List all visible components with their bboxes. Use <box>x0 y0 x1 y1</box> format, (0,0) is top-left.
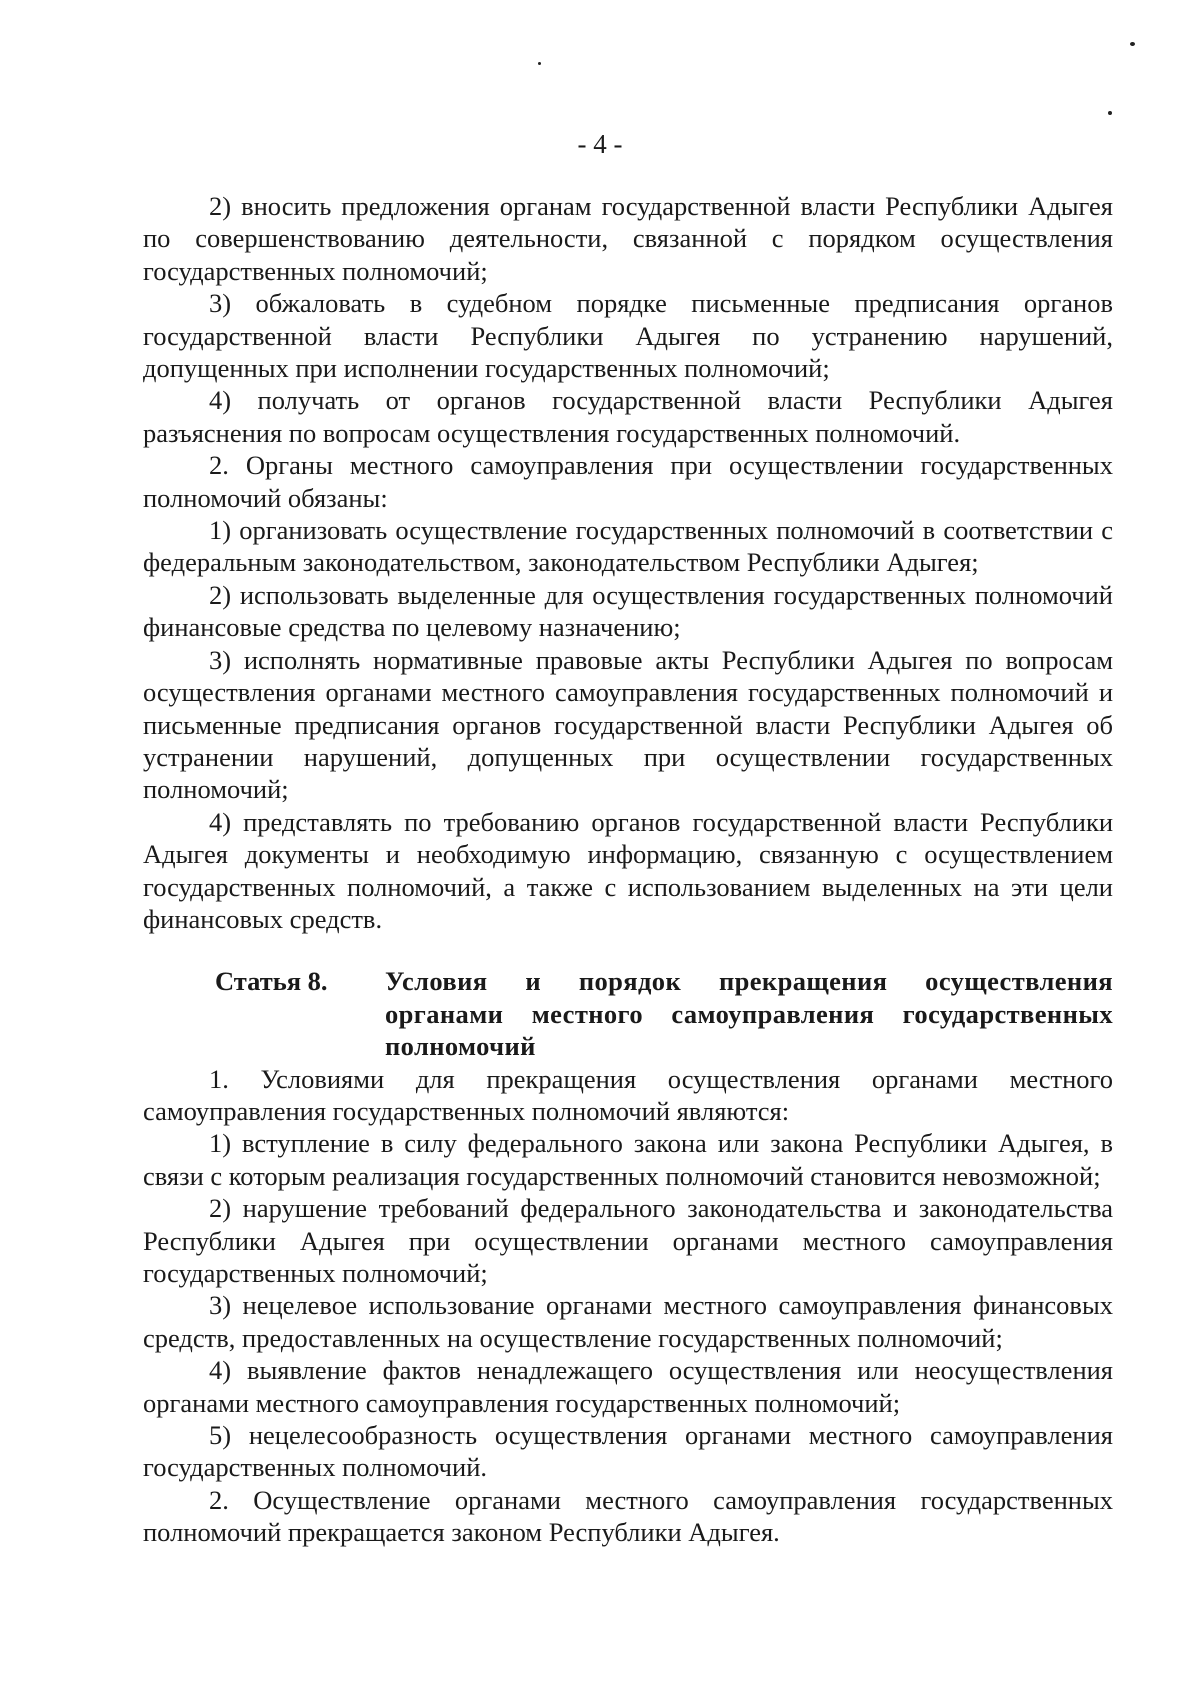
paragraph: 2. Органы местного самоуправления при осуществлении государственных полномочий обязаны: <box>143 450 1113 513</box>
scan-speck <box>538 62 541 65</box>
article-title: Условия и порядок прекращения осуществления органами местного самоуправления государственных полномочий <box>385 966 1113 1062</box>
page-number: - 4 - <box>577 129 623 159</box>
document-body <box>143 190 1113 1549</box>
paragraph: 3) нецелевое использование органами местного самоуправления финансовых средств, предоставленных на осуществление государственных полномочий; <box>143 1290 1113 1353</box>
paragraph: 2) нарушение требований федерального законодательства и законодательства Республики Адыгея при осуществлении органами местного самоуправления государственных полномочий; <box>143 1193 1113 1288</box>
paragraph: 1. Условиями для прекращения осуществления органами местного самоуправления государственных полномочий являются: <box>143 1063 1113 1126</box>
paragraph: 5) нецелесообразность осуществления органами местного самоуправления государственных полномочий. <box>143 1420 1113 1483</box>
scan-speck <box>1130 42 1135 46</box>
paragraph: 1) вступление в силу федерального закона или закона Республики Адыгея, в связи с которым реализация государственных полномочий становится невозможной; <box>143 1128 1113 1191</box>
article-number: Статья 8. <box>215 966 328 997</box>
paragraph: 4) получать от органов государственной власти Республики Адыгея разъяснения по вопросам осуществления государственных полномочий. <box>143 385 1113 448</box>
scan-speck <box>1108 111 1112 115</box>
paragraph: 2) использовать выделенные для осуществления государственных полномочий финансовые средства по целевому назначению; <box>143 579 1113 643</box>
paragraph: 4) выявление фактов ненадлежащего осуществления или неосуществления органами местного самоуправления государственных полномочий; <box>143 1355 1113 1418</box>
paragraph: 4) представлять по требованию органов государственной власти Республики Адыгея документы и необходимую информацию, связанную с осуществлением государственных полномочий, а также с использованием выделенных на эти цели финансовых средств. <box>143 806 1113 934</box>
paragraph: 3) обжаловать в судебном порядке письменные предписания органов государственной власти Республики Адыгея по устранению нарушений, допущенных при исполнении государственных полномочий; <box>143 288 1113 384</box>
paragraph: 1) организовать осуществление государственных полномочий в соответствии с федеральным законодательством, законодательством Республики Адыгея; <box>143 515 1113 578</box>
paragraph: 3) исполнять нормативные правовые акты Республики Адыгея по вопросам осуществления органами местного самоуправления государственных полномочий и письменные предписания органов государственной власти Республики Адыгея об устранении нарушений, допущенных при осуществлении государственных полномочий; <box>143 644 1113 805</box>
paragraph: 2) вносить предложения органам государственной власти Республики Адыгея по совершенствованию деятельности, связанной с порядком осуществления государственных полномочий; <box>143 191 1113 286</box>
article-heading <box>143 965 1113 1062</box>
paragraph: 2. Осуществление органами местного самоуправления государственных полномочий прекращается законом Республики Адыгея. <box>143 1484 1113 1548</box>
